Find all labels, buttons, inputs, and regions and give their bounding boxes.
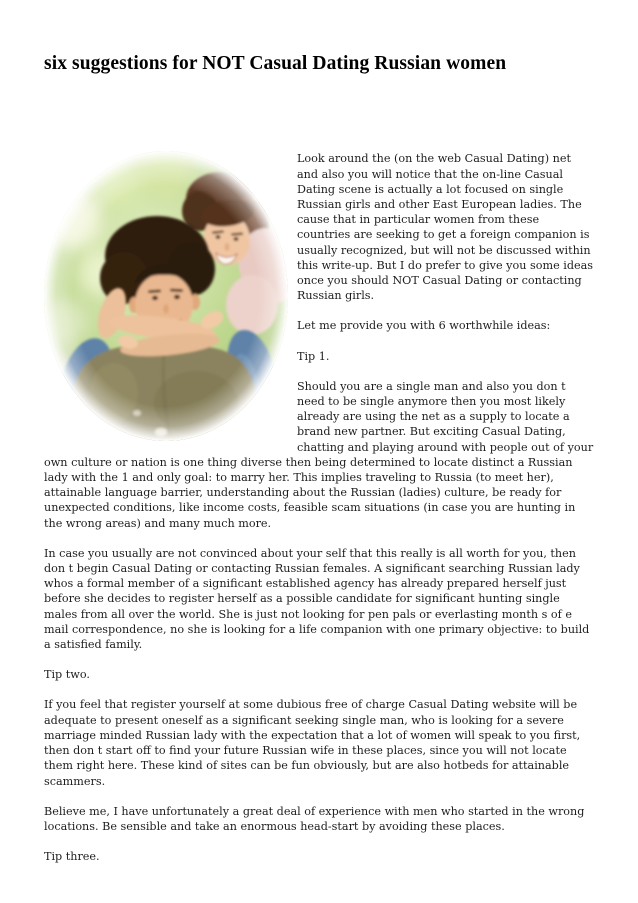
article-body bbox=[44, 151, 594, 864]
paragraph-2: Let me provide you with 6 worthwhile ideas: bbox=[297, 319, 551, 333]
paragraph-4: Should you are a single man and also you don t need to be single anymore then you most likely already are using the net as a supply to locate a brand new partner. But exciting Casual Dating, chatting and playing around with people out of your own culture or nation is one thing diverse then being determined to locate distinct a Russian lady with the 1 and only goal: to marry her. This implies traveling to Russia (to meet her), attainable language barrier, understanding about the Russian (ladies) culture, be ready for unexpected conditions, like income costs, feasible scam situations (in case you are hunting in the wrong areas) and many much more. bbox=[44, 379, 594, 530]
paragraph-3: Tip 1. bbox=[297, 349, 330, 363]
paragraph-7: If you feel that register yourself at some dubious free of charge Casual Dating website will be adequate to present oneself as a significant seeking single man, who is looking for a severe marriage minded Russian lady with the expectation that a lot of women will speak to you first, then don t start off to find your future Russian wife in these places, since you will not locate them right here. These kind of sites can be fun obviously, but are also hotbeds for attainable scammers. bbox=[44, 698, 581, 788]
couple-photo-image bbox=[44, 151, 288, 441]
paragraph-1: Look around the (on the web Casual Dating) net and also you will notice that the on-line Casual Dating scene is actually a lot focused on single Russian girls and other East European ladies. The cause that in particular women from these countries are seeking to get a foreign companion is usually recognized, but will not be discussed within this write-up. But I do prefer to give you some ideas once you should NOT Casual Dating or contacting Russian girls. bbox=[297, 152, 594, 303]
paragraph-6: Tip two. bbox=[44, 668, 90, 682]
paragraph-8: Believe me, I have unfortunately a great deal of experience with men who started in the wrong locations. Be sensible and take an enormous head-start by avoiding these places. bbox=[44, 804, 585, 833]
paragraph-9: Tip three. bbox=[44, 850, 100, 864]
photo-feathered-edge bbox=[44, 151, 288, 441]
couple-photo-illustration bbox=[44, 151, 288, 441]
page-title: six suggestions for NOT Casual Dating Russian women bbox=[44, 53, 507, 74]
paragraph-5: In case you usually are not convinced about your self that this really is all worth for you, then don t begin Casual Dating or contacting Russian females. A significant searching Russian lady whos a formal member of a significant established agency has already prepared herself just before she decides to register herself as a possible candidate for significant hunting single males from all over the world. She is just not looking for pen pals or everlasting month s of e mail correspondence, no she is looking for a life companion with one primary objective: to build a satisfied family. bbox=[44, 546, 590, 652]
